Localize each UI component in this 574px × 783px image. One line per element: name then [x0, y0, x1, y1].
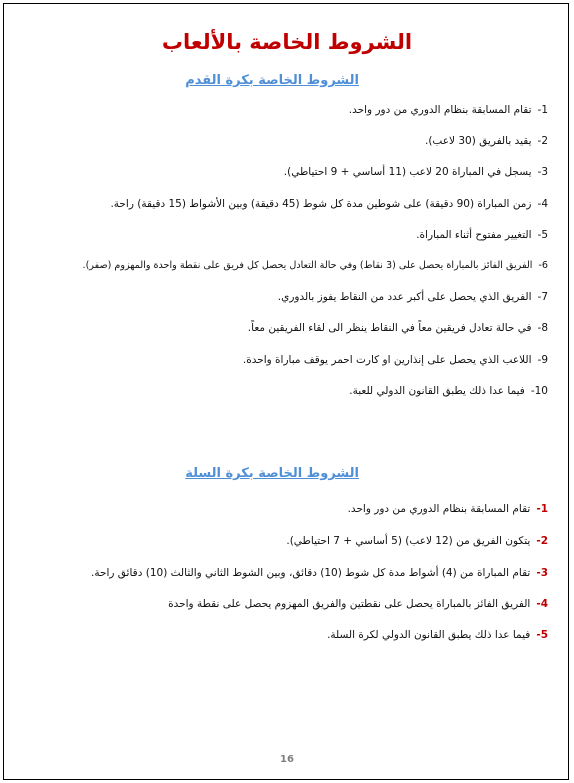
- item-text: الفريق الذي يحصل على أكبر عدد من النقاط يفوز بالدوري.: [277, 291, 532, 303]
- item-text: الفريق الفائز بالمباراة يحصل على (3 نقاط) وفي حالة التعادل يحصل كل فريق على نقطة واحدة والمهزوم (صفر).: [82, 260, 533, 271]
- item-number: 4-: [537, 198, 548, 210]
- page-title: الشروط الخاصة بالألعاب: [161, 30, 413, 54]
- basketball-heading: الشروط الخاصة بكرة السلة: [185, 466, 359, 481]
- football-item-7: [12, 290, 548, 304]
- page-number: 16: [280, 754, 294, 765]
- football-item-5: [12, 228, 548, 242]
- item-number: 10-: [530, 385, 548, 397]
- item-number: 2-: [536, 535, 548, 547]
- item-text: اللاعب الذي يحصل على إنذارين او كارت احمر يوقف مباراة واحدة.: [242, 354, 532, 366]
- item-text: فيما عدا ذلك يطبق القانون الدولي للعبة.: [349, 385, 525, 397]
- item-number: 2-: [537, 135, 548, 147]
- item-text: فيما عدا ذلك يطبق القانون الدولي لكرة السلة.: [327, 629, 531, 641]
- football-item-3: [12, 165, 548, 179]
- item-text: يسجل في المباراة 20 لاعب (11 أساسي + 9 احتياطي).: [283, 166, 532, 178]
- item-number: 3-: [536, 567, 548, 579]
- item-text: الفريق الفائز بالمباراة يحصل على نقطتين والفريق المهزوم يحصل على نقطة واحدة: [168, 598, 531, 610]
- item-text: تقام المسابقة بنظام الدوري من دور واحد.: [347, 503, 531, 515]
- basketball-item-5: [12, 628, 548, 642]
- item-number: 1-: [537, 104, 548, 116]
- item-text: تقام المسابقة بنظام الدوري من دور واحد.: [348, 104, 532, 116]
- basketball-item-1: [12, 502, 548, 516]
- football-item-8: [12, 321, 548, 335]
- football-item-9: [12, 353, 548, 367]
- item-text: يقيد بالفريق (30 لاعب).: [425, 135, 532, 147]
- item-number: 8-: [537, 322, 548, 334]
- basketball-item-2: [12, 534, 548, 548]
- item-number: 6-: [538, 260, 548, 271]
- football-item-6: [12, 259, 548, 273]
- item-text: زمن المباراة (90 دقيقة) على شوطين مدة كل شوط (45 دقيقة) وبين الأشواط (15 دقيقة) راحة.: [110, 198, 532, 210]
- basketball-item-3: [12, 566, 548, 580]
- item-text: يتكون الفريق من (12 لاعب) (5 أساسي + 7 احتياطي).: [286, 535, 531, 547]
- item-number: 5-: [536, 629, 548, 641]
- football-item-4: [12, 197, 548, 211]
- football-heading: الشروط الخاصة بكرة القدم: [185, 73, 359, 88]
- football-item-2: [12, 134, 548, 148]
- item-number: 7-: [537, 291, 548, 303]
- item-number: 3-: [537, 166, 548, 178]
- item-number: 9-: [537, 354, 548, 366]
- item-text: التغيير مفتوح أثناء المباراة.: [416, 229, 532, 241]
- football-item-1: [12, 103, 548, 117]
- basketball-item-4: [12, 597, 548, 611]
- item-text: في حالة تعادل فريقين معاً في النقاط ينظر الى لقاء الفريقين معاً.: [247, 322, 532, 334]
- item-number: 1-: [536, 503, 548, 515]
- item-number: 5-: [537, 229, 548, 241]
- item-number: 4-: [536, 598, 548, 610]
- item-text: تقام المباراة من (4) أشواط مدة كل شوط (10) دقائق، وبين الشوط الثاني والثالث (10) دقائق راحة.: [91, 567, 531, 579]
- football-item-10: [12, 384, 548, 398]
